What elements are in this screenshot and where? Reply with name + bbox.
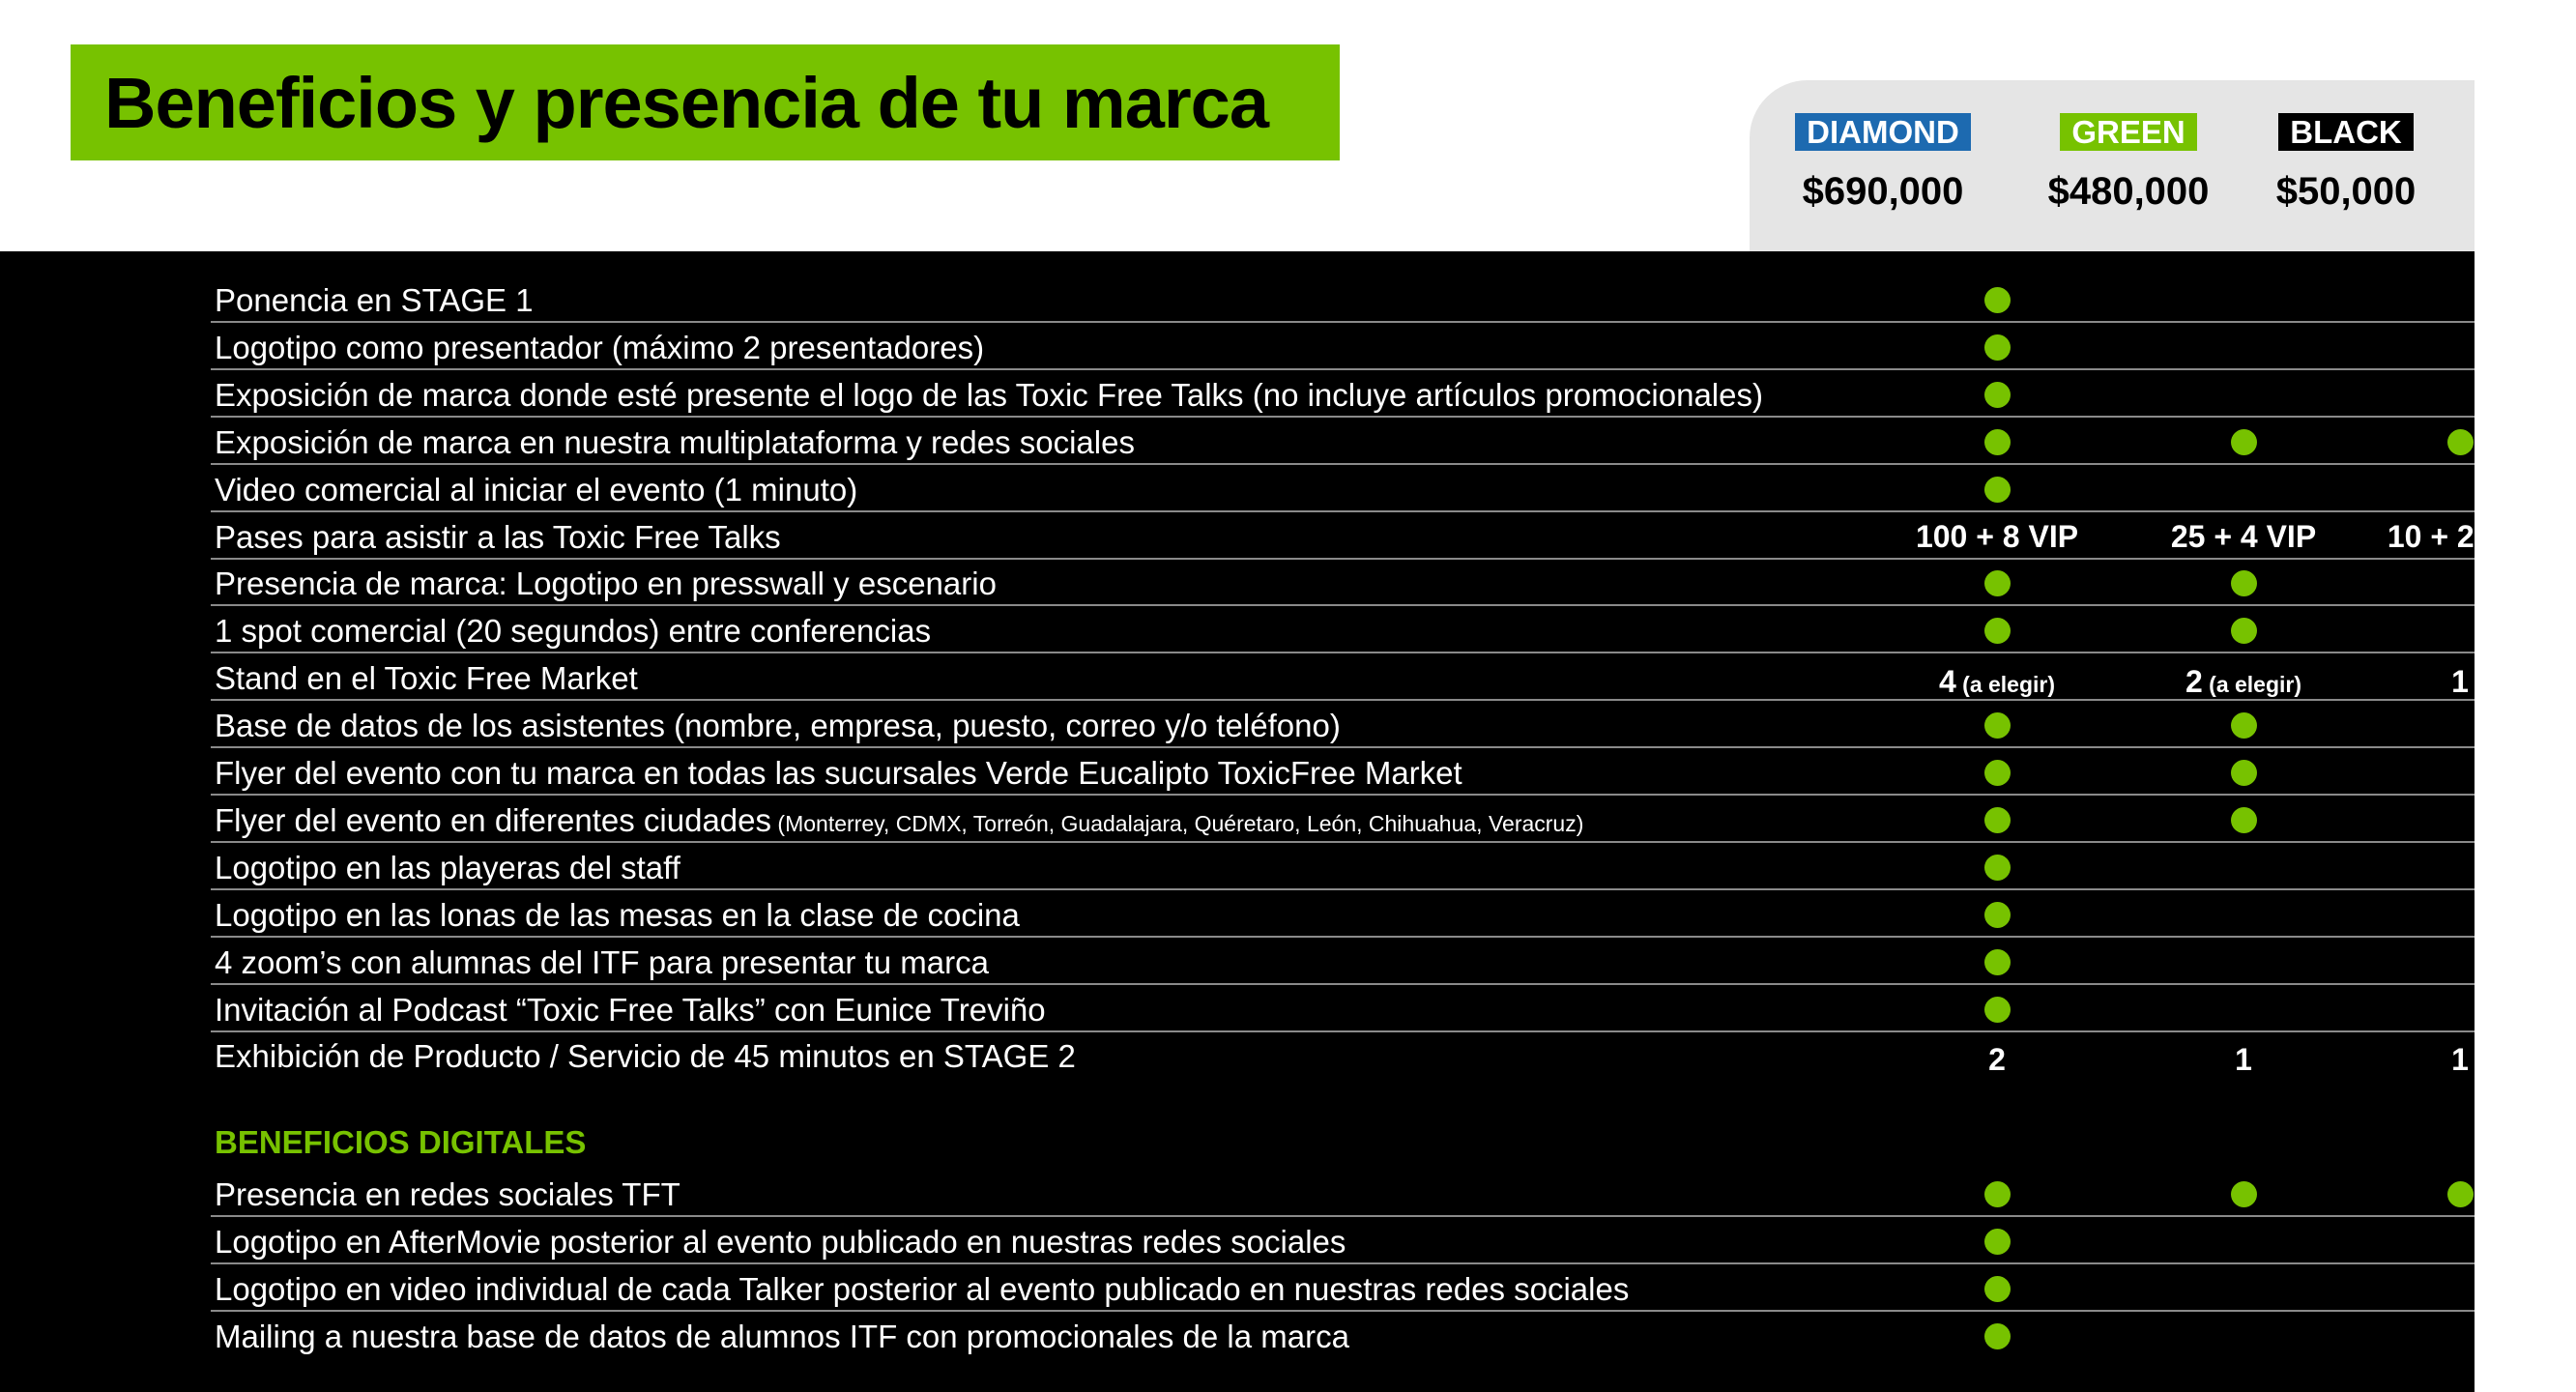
row-label-text: Logotipo como presentador (máximo 2 presentadores) — [215, 330, 985, 365]
cell-green — [2127, 1265, 2359, 1312]
row-label-text: Stand en el Toxic Free Market — [215, 660, 638, 696]
check-dot-icon — [1984, 382, 2011, 408]
check-dot-icon — [1984, 1323, 2011, 1349]
tier-diamond — [1786, 0, 1980, 214]
table-row — [211, 607, 2475, 653]
table-row — [211, 1218, 2475, 1264]
cell-diamond — [1881, 939, 2113, 985]
row-label-note: (Monterrey, CDMX, Torreón, Guadalajara, Quéretaro, León, Chihuahua, Veracruz) — [771, 811, 1584, 836]
cell-diamond — [1881, 1171, 2113, 1217]
table-row — [211, 1313, 2475, 1359]
table-row — [211, 1171, 2475, 1217]
check-dot-icon — [2231, 760, 2257, 786]
cell-green — [2127, 1036, 2359, 1083]
row-label-text: Logotipo en las playeras del staff — [215, 850, 680, 885]
tier-green-badge: GREEN — [2060, 113, 2196, 151]
check-dot-icon — [2231, 712, 2257, 739]
cell-diamond — [1881, 419, 2113, 465]
row-label — [215, 1224, 1346, 1261]
check-dot-icon — [2231, 570, 2257, 596]
cell-black — [2344, 797, 2576, 843]
cell-black — [2344, 1313, 2576, 1359]
table-row — [211, 797, 2475, 843]
row-label-text: Presencia en redes sociales TFT — [215, 1176, 680, 1212]
check-dot-icon — [1984, 902, 2011, 928]
cell-green — [2127, 607, 2359, 653]
check-dot-icon — [1984, 712, 2011, 739]
cell-green — [2127, 702, 2359, 748]
row-label-text: Mailing a nuestra base de datos de alumnos ITF con promocionales de la marca — [215, 1319, 1349, 1354]
row-label-text: 1 spot comercial (20 segundos) entre conferencias — [215, 613, 932, 649]
row-label — [215, 613, 931, 650]
cell-value-note: (a elegir) — [2202, 671, 2302, 697]
cell-black — [2344, 986, 2576, 1032]
check-dot-icon — [2231, 429, 2257, 455]
cell-value-text: 100 + 8 VIP — [1915, 518, 2079, 554]
cell-green — [2127, 371, 2359, 418]
tier-diamond-price: $690,000 — [1802, 170, 1964, 213]
row-label — [215, 519, 781, 556]
cell-diamond — [1881, 749, 2113, 796]
check-dot-icon — [1984, 618, 2011, 644]
row-label-text: Pases para asistir a las Toxic Free Talks — [215, 519, 781, 555]
cell-value-text: 2 — [1988, 1041, 2006, 1077]
cell-green — [2127, 891, 2359, 938]
cell-black — [2344, 1036, 2576, 1083]
cell-black — [2344, 891, 2576, 938]
row-label — [215, 330, 984, 366]
row-label — [215, 424, 1135, 461]
table-row — [211, 419, 2475, 465]
cell-value — [2451, 664, 2469, 700]
header — [0, 0, 2475, 251]
row-label — [215, 1176, 680, 1213]
table-row — [211, 749, 2475, 796]
cell-green — [2127, 749, 2359, 796]
cell-green — [2127, 466, 2359, 512]
check-dot-icon — [1984, 1229, 2011, 1255]
row-label — [215, 944, 989, 981]
check-dot-icon — [1984, 477, 2011, 503]
cell-green — [2127, 797, 2359, 843]
row-label-text: Invitación al Podcast “Toxic Free Talks” con Eunice Treviño — [215, 992, 1046, 1028]
row-label-text: Logotipo en las lonas de las mesas en la clase de cocina — [215, 897, 1020, 933]
cell-green — [2127, 844, 2359, 890]
cell-value-text: 1 — [2451, 1041, 2469, 1077]
cell-value — [2451, 1042, 2469, 1078]
table-row — [211, 654, 2475, 701]
page-title: Beneficios y presencia de tu marca — [104, 62, 1268, 143]
cell-black — [2344, 1171, 2576, 1217]
cell-green — [2127, 1171, 2359, 1217]
table-row — [211, 513, 2533, 560]
cell-green — [2127, 513, 2359, 560]
table-row — [211, 276, 2475, 323]
row-label — [215, 850, 680, 886]
cell-black — [2344, 276, 2576, 323]
cell-black — [2344, 1218, 2576, 1264]
table-row — [211, 891, 2475, 938]
cell-value — [2388, 519, 2533, 555]
row-label — [215, 708, 1341, 744]
cell-diamond — [1881, 891, 2113, 938]
check-dot-icon — [1984, 760, 2011, 786]
row-label-text: 4 zoom’s con alumnas del ITF para presentar tu marca — [215, 944, 989, 980]
cell-diamond — [1881, 324, 2113, 370]
cell-diamond — [1881, 658, 2113, 705]
row-label — [215, 566, 997, 602]
cell-black — [2344, 324, 2576, 370]
row-label-text: Logotipo en video individual de cada Talker posterior al evento publicado en nuestras redes sociales — [215, 1271, 1630, 1307]
table-row — [211, 702, 2475, 748]
row-label — [215, 472, 857, 508]
cell-diamond — [1881, 466, 2113, 512]
cell-green — [2127, 986, 2359, 1032]
cell-green — [2127, 560, 2359, 606]
cell-black — [2344, 607, 2576, 653]
tier-black-price: $50,000 — [2275, 170, 2417, 213]
check-dot-icon — [2231, 1181, 2257, 1207]
table-row — [211, 1265, 2475, 1312]
row-label-text: Logotipo en AfterMovie posterior al evento publicado en nuestras redes sociales — [215, 1224, 1346, 1260]
row-label — [215, 1271, 1629, 1308]
cell-black — [2344, 371, 2576, 418]
cell-green — [2127, 1218, 2359, 1264]
cell-black — [2344, 560, 2576, 606]
cell-green — [2127, 419, 2359, 465]
cell-diamond — [1881, 986, 2113, 1032]
cell-black — [2344, 513, 2576, 560]
check-dot-icon — [1984, 997, 2011, 1023]
cell-diamond — [1881, 1265, 2113, 1312]
row-label — [215, 802, 1583, 839]
section-heading-digital: BENEFICIOS DIGITALES — [215, 1124, 587, 1160]
row-label — [215, 282, 534, 319]
table-row — [211, 466, 2475, 512]
row-label-text: Flyer del evento con tu marca en todas las sucursales Verde Eucalipto ToxicFree Market — [215, 755, 1462, 791]
cell-value-text: 1 — [2451, 663, 2469, 699]
cell-value — [2185, 664, 2301, 700]
cell-value-text: 1 — [2235, 1041, 2252, 1077]
cell-value — [1916, 519, 2078, 555]
table-row — [211, 371, 2475, 418]
cell-black — [2344, 419, 2576, 465]
title-banner — [71, 44, 1340, 160]
table-row — [211, 560, 2475, 606]
table-row — [211, 986, 2475, 1032]
row-label — [215, 1319, 1349, 1355]
row-label-text: Presencia de marca: Logotipo en presswall y escenario — [215, 566, 997, 601]
row-label-text: Exposición de marca en nuestra multiplataforma y redes sociales — [215, 424, 1135, 460]
tier-black-badge: BLACK — [2278, 113, 2413, 151]
check-dot-icon — [1984, 807, 2011, 833]
check-dot-icon — [1984, 429, 2011, 455]
check-dot-icon — [1984, 949, 2011, 975]
cell-diamond — [1881, 702, 2113, 748]
row-label — [215, 897, 1020, 934]
check-dot-icon — [1984, 1276, 2011, 1302]
row-label-text: Exposición de marca donde esté presente el logo de las Toxic Free Talks (no incluye artículos promocionales) — [215, 377, 1763, 413]
check-dot-icon — [2447, 1181, 2474, 1207]
cell-value-text: 2 — [2185, 663, 2203, 699]
cell-diamond — [1881, 844, 2113, 890]
cell-black — [2344, 466, 2576, 512]
cell-black — [2344, 749, 2576, 796]
cell-green — [2127, 939, 2359, 985]
check-dot-icon — [1984, 1181, 2011, 1207]
check-dot-icon — [2231, 618, 2257, 644]
check-dot-icon — [1984, 855, 2011, 881]
row-label — [215, 755, 1462, 792]
cell-diamond — [1881, 1218, 2113, 1264]
cell-value — [2235, 1042, 2252, 1078]
tier-green-price: $480,000 — [2047, 170, 2210, 213]
cell-value — [1988, 1042, 2006, 1078]
row-label — [215, 660, 638, 697]
cell-value-text: 25 + 4 VIP — [2170, 518, 2317, 554]
row-label-text: Flyer del evento en diferentes ciudades — [215, 802, 772, 838]
cell-black — [2344, 658, 2576, 705]
cell-diamond — [1881, 1313, 2113, 1359]
row-label — [215, 992, 1046, 1029]
cell-diamond — [1881, 513, 2113, 560]
check-dot-icon — [2231, 807, 2257, 833]
check-dot-icon — [1984, 287, 2011, 313]
cell-green — [2127, 276, 2359, 323]
table-row — [211, 324, 2475, 370]
cell-green — [2127, 658, 2359, 705]
row-label-text: Ponencia en STAGE 1 — [215, 282, 534, 318]
cell-black — [2344, 844, 2576, 890]
cell-diamond — [1881, 797, 2113, 843]
cell-diamond — [1881, 560, 2113, 606]
table-row — [211, 844, 2475, 890]
cell-value-text: 10 + 2 VIP — [2387, 518, 2533, 554]
cell-diamond — [1881, 371, 2113, 418]
check-dot-icon — [1984, 334, 2011, 361]
row-label-text: Exhibición de Producto / Servicio de 45 minutos en STAGE 2 — [215, 1038, 1076, 1074]
check-dot-icon — [2447, 429, 2474, 455]
cell-diamond — [1881, 276, 2113, 323]
tier-green — [2032, 0, 2225, 214]
table-row — [211, 1032, 2475, 1079]
cell-value-text: 4 — [1938, 663, 1956, 699]
check-dot-icon — [1984, 570, 2011, 596]
row-label-text: Base de datos de los asistentes (nombre, empresa, puesto, correo y/o teléfono) — [215, 708, 1341, 743]
cell-black — [2344, 702, 2576, 748]
cell-black — [2344, 1265, 2576, 1312]
cell-diamond — [1881, 1036, 2113, 1083]
benefits-table — [0, 251, 2533, 1392]
cell-value — [2171, 519, 2316, 555]
row-label — [215, 377, 1763, 414]
row-label — [215, 1038, 1076, 1075]
table-row — [211, 939, 2475, 985]
cell-value-note: (a elegir) — [1955, 671, 2056, 697]
cell-black — [2344, 939, 2576, 985]
tier-diamond-badge: DIAMOND — [1795, 113, 1971, 151]
cell-green — [2127, 1313, 2359, 1359]
tier-black — [2249, 0, 2443, 214]
cell-value — [1939, 664, 2055, 700]
cell-green — [2127, 324, 2359, 370]
row-label-text: Video comercial al iniciar el evento (1 minuto) — [215, 472, 858, 508]
cell-diamond — [1881, 607, 2113, 653]
